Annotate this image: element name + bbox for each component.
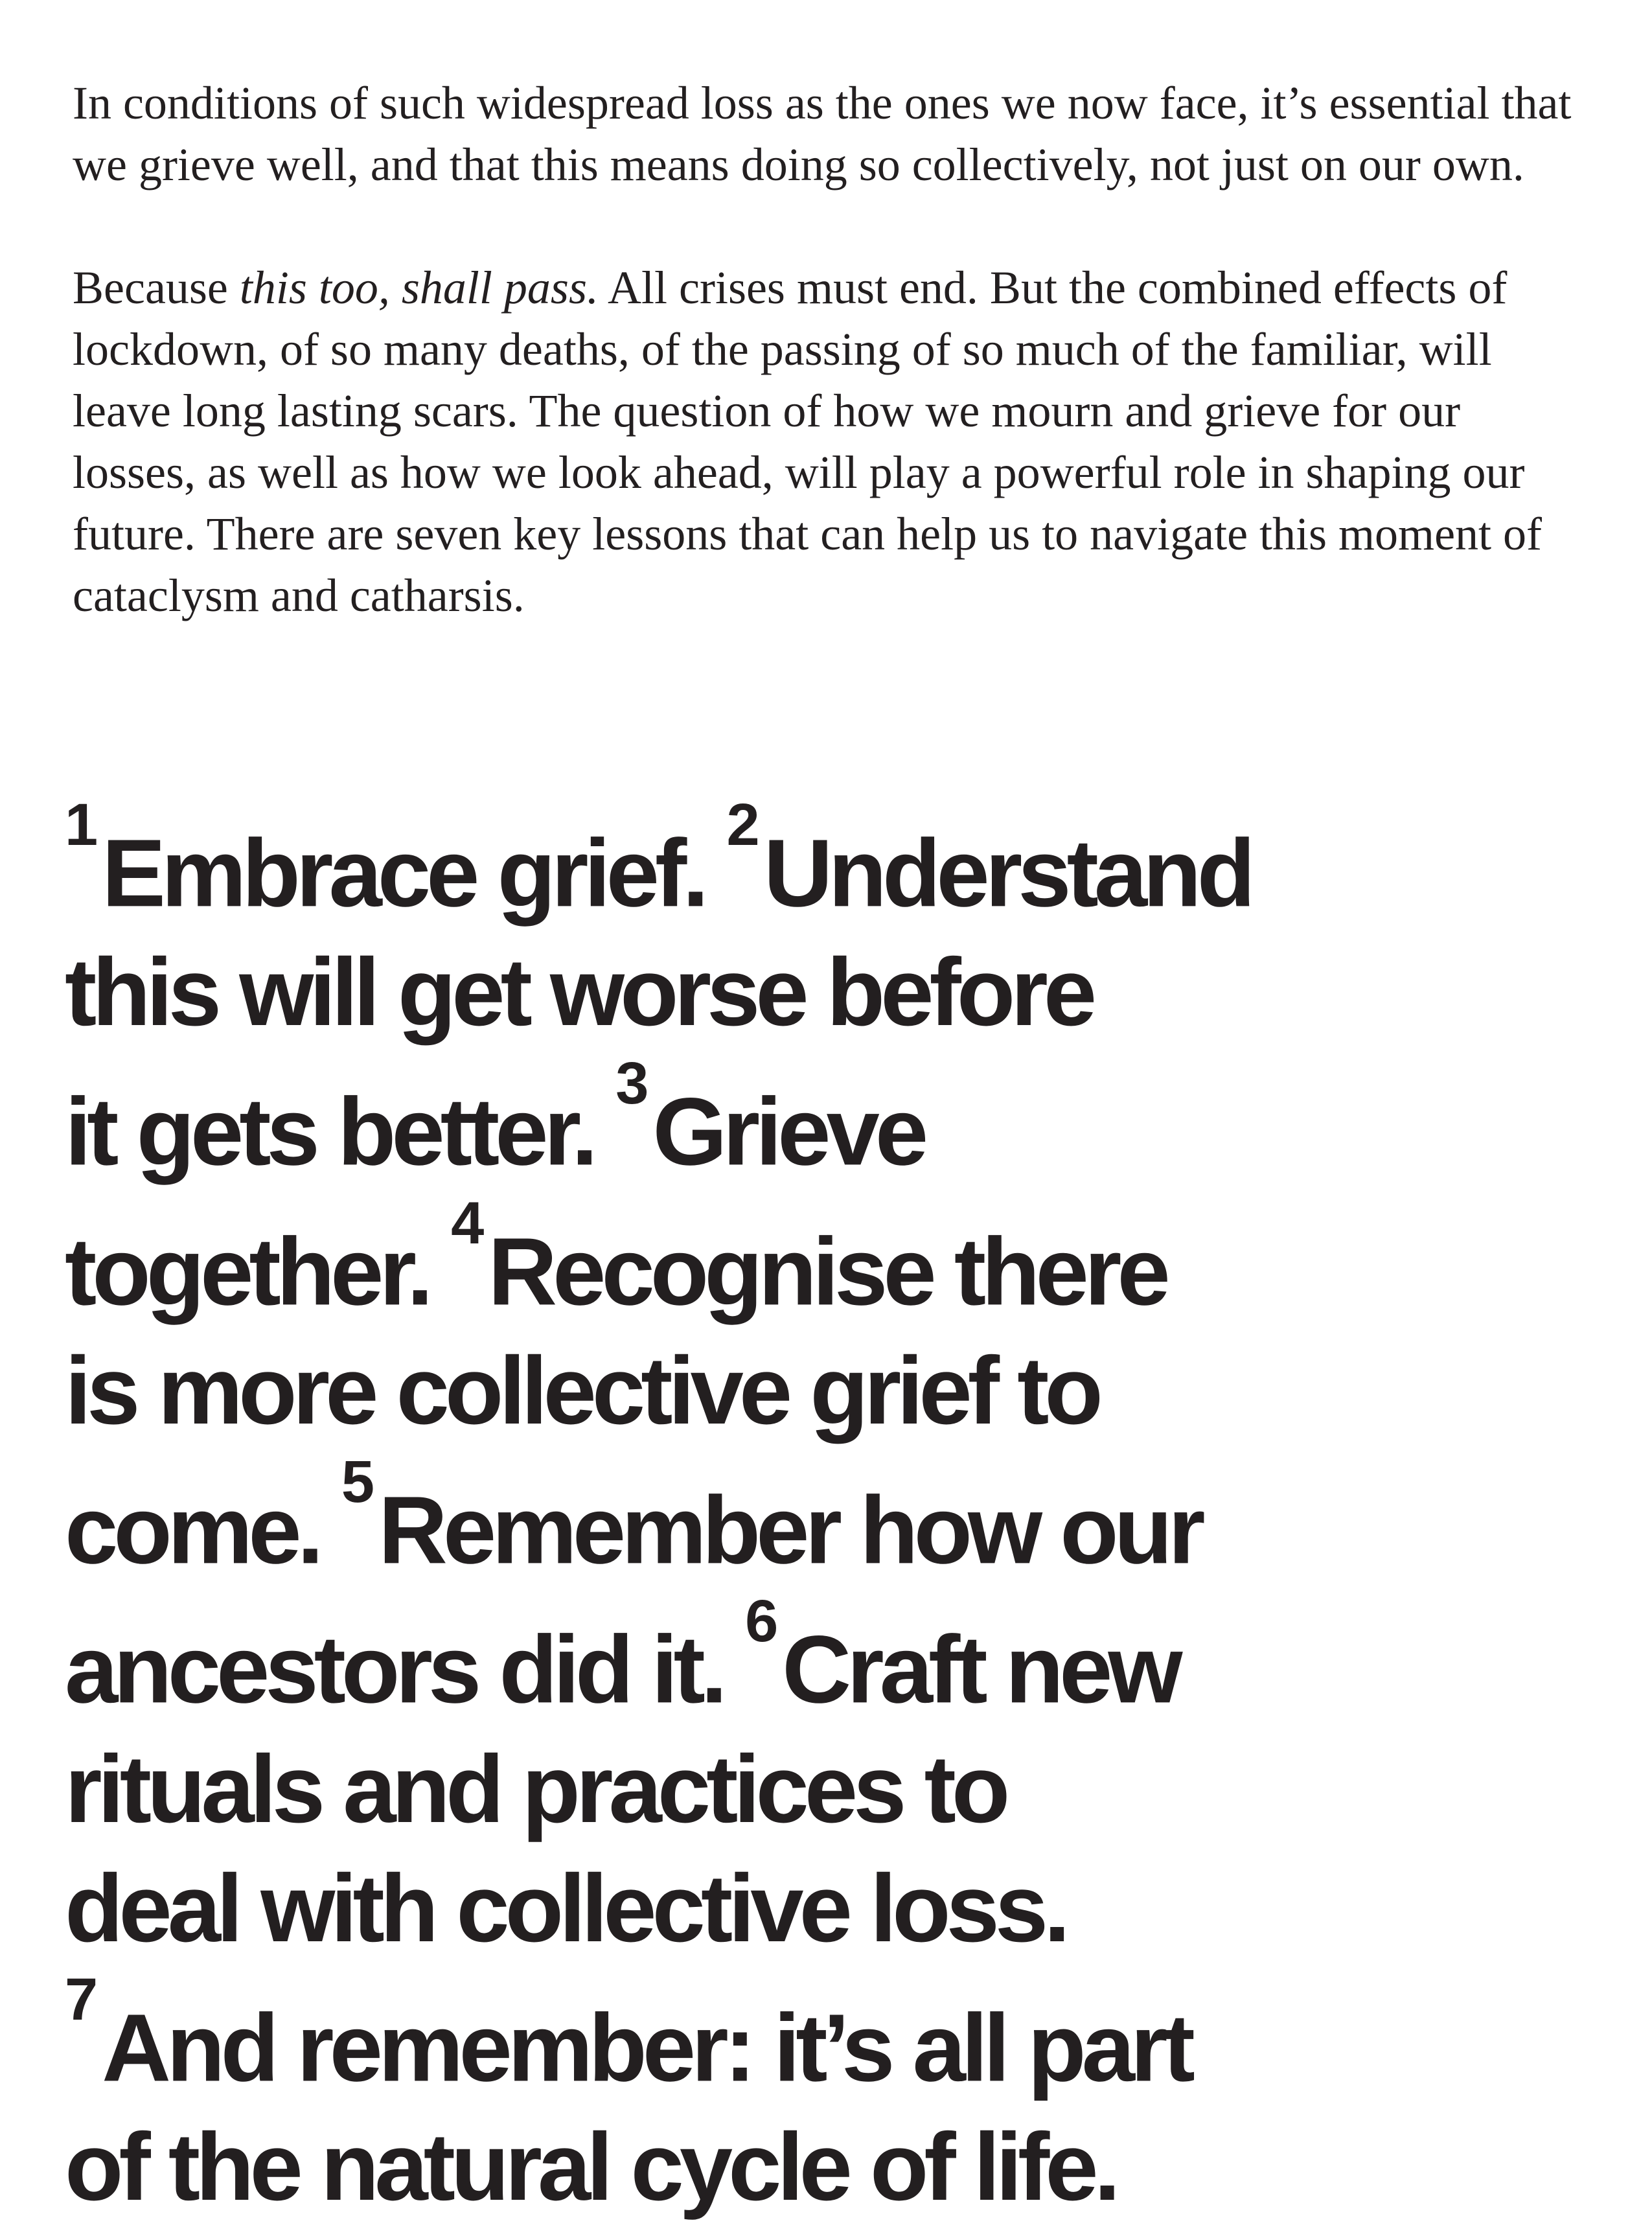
- lesson-2-text-start: Understand: [763, 820, 1251, 927]
- lesson-number-4: 4: [451, 1190, 485, 1256]
- lessons-line-6: [65, 1448, 1633, 1590]
- lessons-line-10: [65, 1968, 1633, 2108]
- intro-paragraph-2-rest: All crises must end. But the combined effects of lockdown, of so many deaths, of the passing of so much of the familiar, will leave long lasting scars. The question of how we mourn and grieve for our losses, as well as how we look ahead, will play a powerful role in shaping our future. There are seven key lessons that can help us to navigate this moment of cataclysm and catharsis.: [73, 262, 1542, 621]
- seven-lessons: [65, 794, 1633, 2227]
- intro-paragraph-1: In conditions of such widespread loss as the ones we now face, it’s essential that we grieve well, and that this means doing so collectively, not just on our own.: [73, 77, 1572, 190]
- lessons-line-3: [65, 1052, 1633, 1192]
- lesson-2-text-end: it gets better.: [65, 1078, 616, 1186]
- lesson-5-text-start: Remember how our: [378, 1477, 1201, 1584]
- intro-paragraph-2-emphasis: this too, shall pass.: [239, 262, 599, 314]
- lessons-line-2: this will get worse before: [65, 939, 1093, 1046]
- lesson-number-2: 2: [726, 792, 760, 858]
- lesson-6-text-start: Craft new: [782, 1616, 1178, 1724]
- intro-paragraph-2-lead: Because: [73, 262, 240, 314]
- lesson-number-5: 5: [341, 1448, 375, 1515]
- lesson-number-1: 1: [65, 792, 98, 858]
- lesson-number-3: 3: [615, 1050, 649, 1117]
- lessons-line-9: deal with collective loss.: [65, 1854, 1066, 1962]
- lesson-3-text-start: Grieve: [652, 1078, 924, 1186]
- lesson-4-text-start: Recognise there: [488, 1217, 1166, 1325]
- lessons-line-1: [65, 794, 1633, 933]
- lessons-line-5: is more collective grief to: [65, 1337, 1099, 1444]
- lesson-number-7: 7: [65, 1966, 98, 2033]
- lesson-3-text-end: together.: [65, 1217, 452, 1325]
- lesson-number-6: 6: [745, 1588, 779, 1655]
- lessons-line-8: rituals and practices to: [65, 1735, 1006, 1843]
- intro-text: [73, 73, 1582, 627]
- lesson-7-text-start: And remember: it’s all part: [102, 1994, 1191, 2101]
- lessons-line-4: [65, 1192, 1633, 1332]
- lessons-line-7: [65, 1590, 1633, 1729]
- lesson-5-text-end: ancestors did it.: [65, 1616, 746, 1724]
- intro-paragraph-2: [73, 257, 1582, 627]
- lesson-1-text: Embrace grief.: [102, 820, 727, 927]
- lesson-4-text-end: come.: [65, 1477, 341, 1584]
- lessons-line-11: of the natural cycle of life.: [65, 2113, 1116, 2221]
